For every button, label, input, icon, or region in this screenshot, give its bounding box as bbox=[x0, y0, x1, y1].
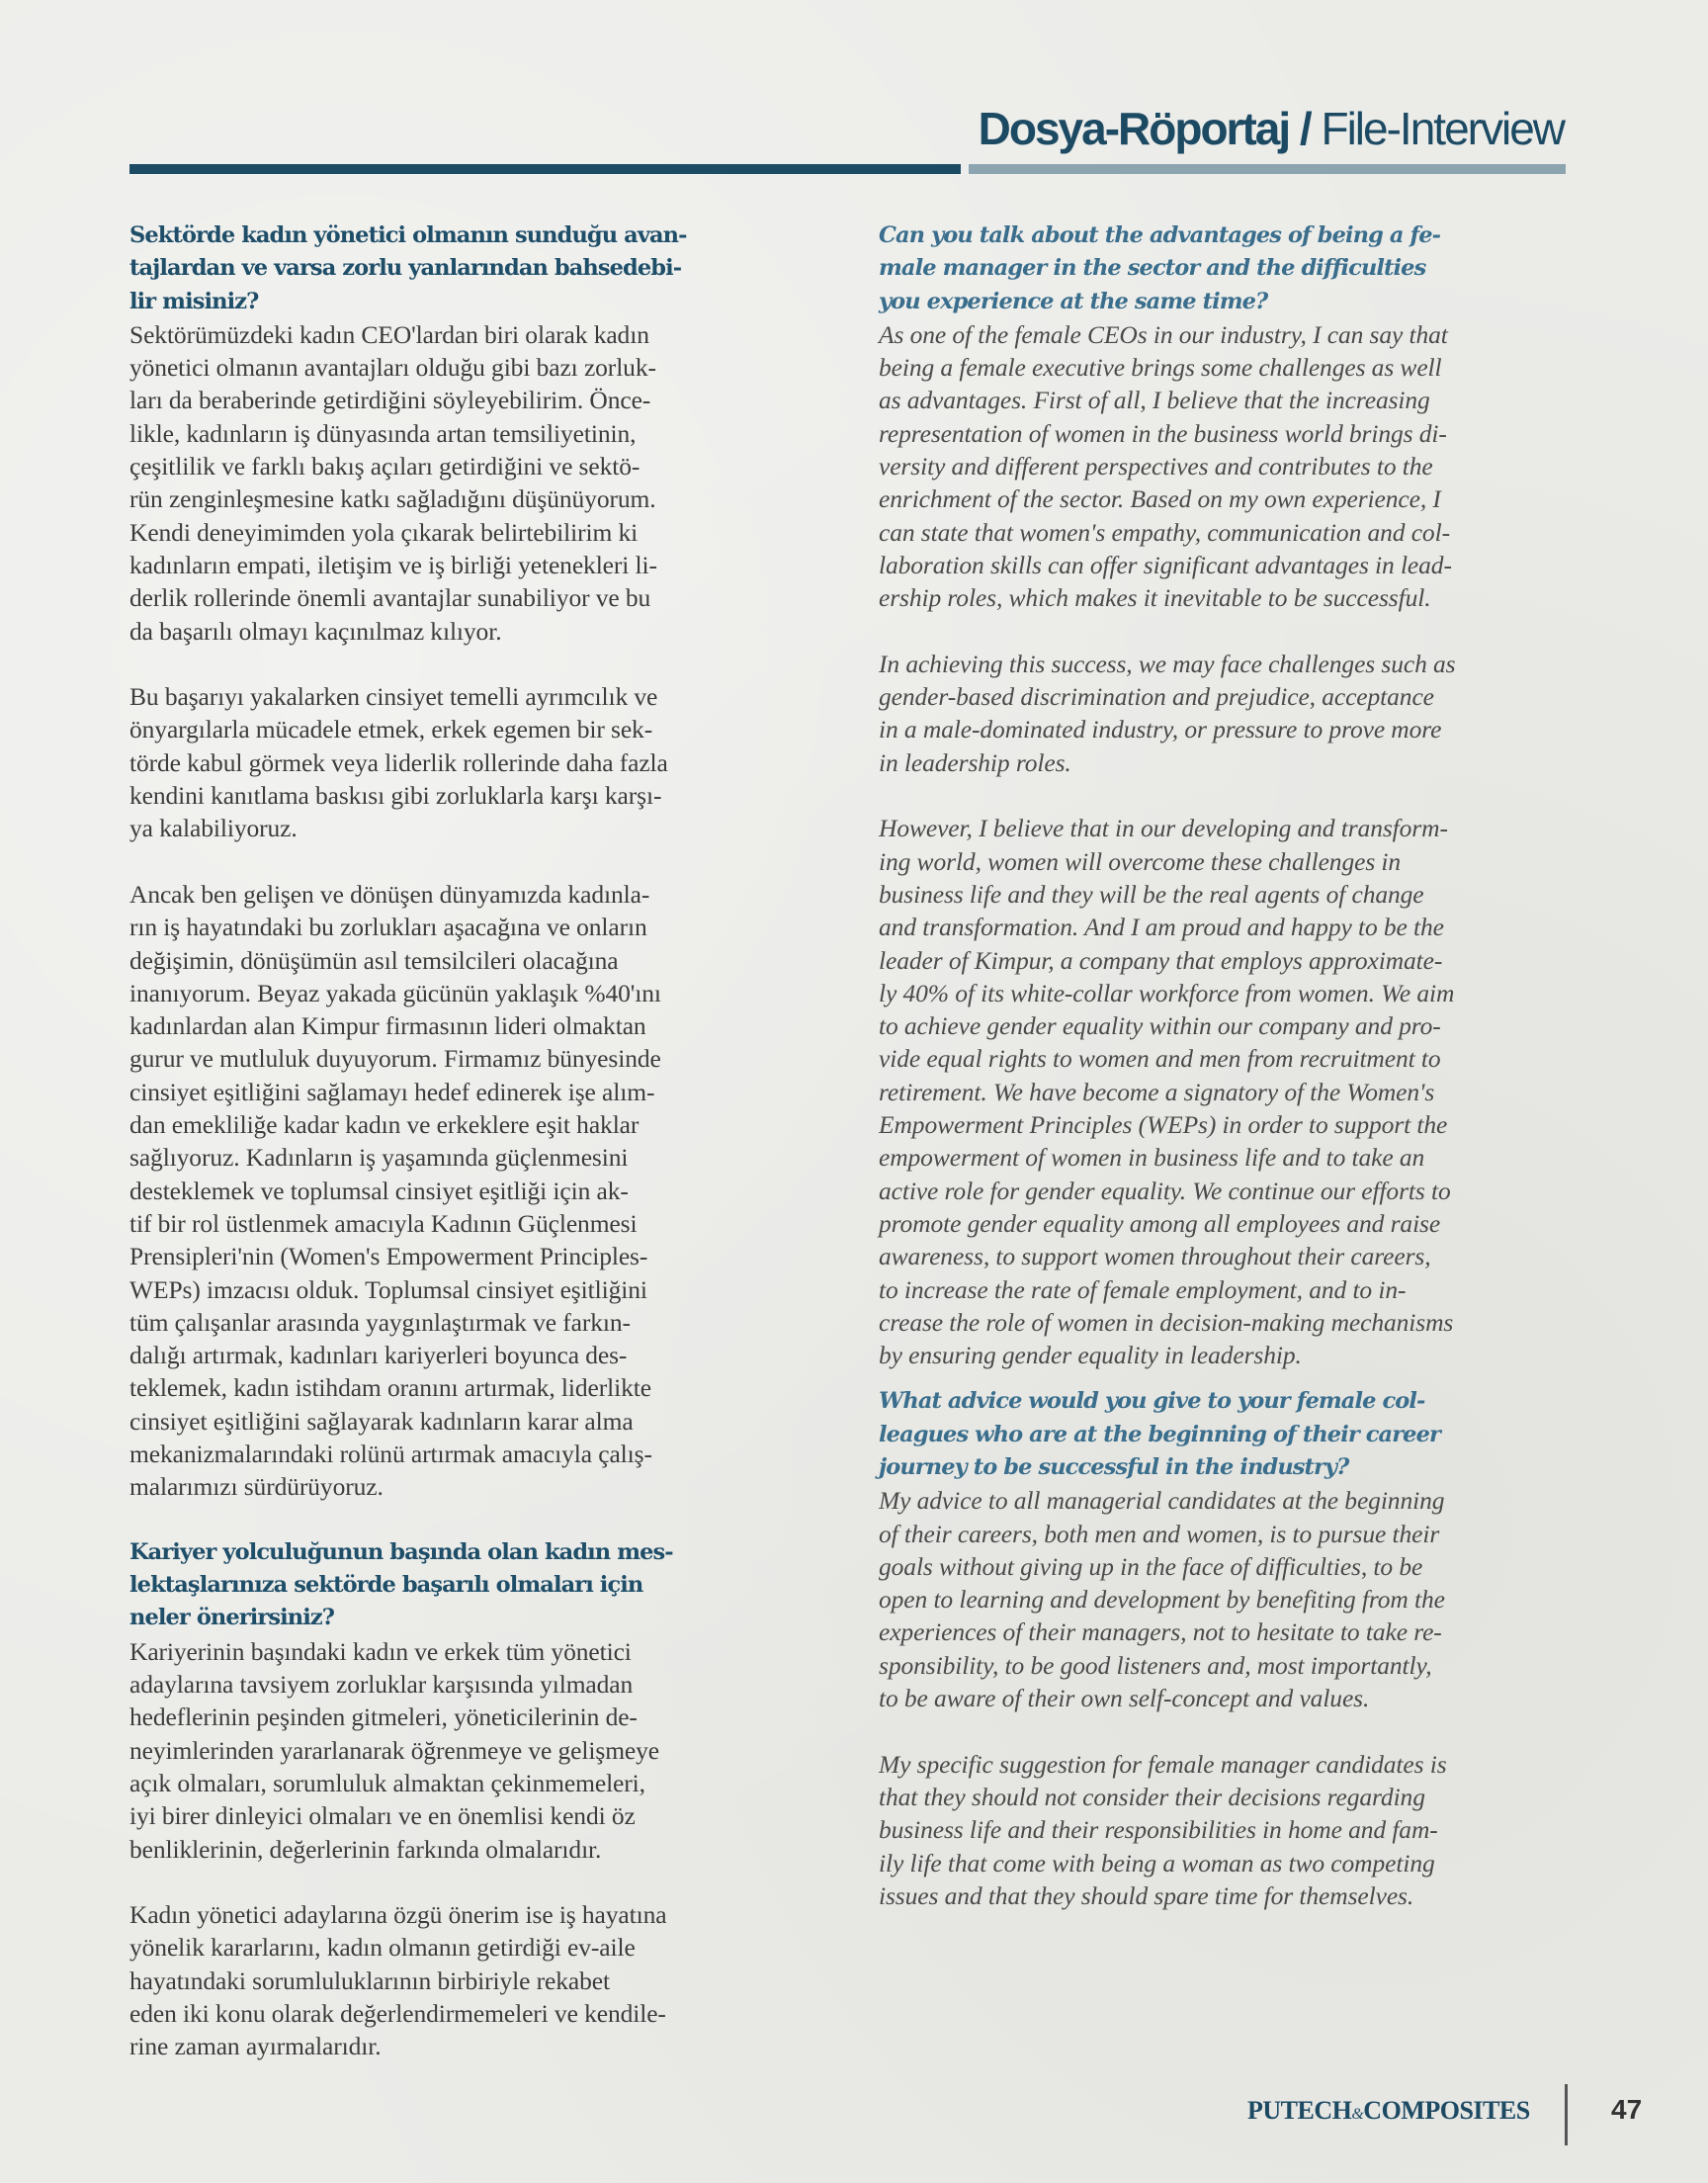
paragraph-gap bbox=[129, 648, 821, 680]
text-line: cinsiyet eşitliğini sağlayarak kadınların karar alma bbox=[129, 1406, 634, 1436]
text-line: to achieve gender equality within our company and pro- bbox=[879, 1011, 1441, 1041]
text-line: However, I believe that in our developing and transform- bbox=[879, 814, 1448, 843]
text-line: dalığı artırmak, kadınları kariyerleri boyunca des- bbox=[129, 1341, 628, 1370]
answer-2-tr-paragraph-2 bbox=[129, 1898, 821, 2062]
magazine-logo-ampersand: & bbox=[1351, 2106, 1364, 2123]
text-line: being a female executive brings some challenges as well bbox=[879, 353, 1442, 383]
text-line: issues and that they should spare time for themselves. bbox=[879, 1880, 1414, 1910]
text-line: rine zaman ayırmalarıdır. bbox=[129, 2032, 382, 2061]
text-line: adaylarına tavsiyem zorluklar karşısında yılmadan bbox=[129, 1670, 634, 1700]
footer-divider bbox=[1565, 2084, 1568, 2145]
text-line: business life and their responsibilities in home and fam- bbox=[879, 1815, 1438, 1845]
text-line: and transformation. And I am proud and happy to be the bbox=[879, 913, 1444, 942]
text-line: experiences of their managers, not to hesitate to take re- bbox=[879, 1617, 1442, 1647]
text-line: lektaşlarınıza sektörde başarılı olmaları için bbox=[129, 1572, 643, 1599]
text-line: iyi birer dinleyici olmaları ve en önemlisi kendi öz bbox=[129, 1801, 636, 1831]
text-line: ly 40% of its white-collar workforce from women. We aim bbox=[879, 978, 1455, 1007]
text-line: inanıyorum. Beyaz yakada gücünün yaklaşık %40'ını bbox=[129, 978, 661, 1007]
magazine-logo-part-1: PUTECH bbox=[1247, 2096, 1352, 2125]
text-line: awareness, to support women throughout their careers, bbox=[879, 1242, 1431, 1271]
text-line: goals without giving up in the face of difficulties, to be bbox=[879, 1551, 1423, 1581]
text-line: hayatındaki sorumluluklarının birbiriyle rekabet bbox=[129, 1965, 610, 1995]
text-line: leagues who are at the beginning of their career bbox=[879, 1421, 1440, 1447]
text-line: çeşitlilik ve farklı bakış açıları getirdiğini ve sektö- bbox=[129, 452, 640, 481]
text-line: Kadın yönetici adaylarına özgü önerim ise iş hayatına bbox=[129, 1900, 667, 1930]
text-line: lir misiniz? bbox=[129, 288, 259, 314]
text-line: empowerment of women in business life and to take an bbox=[879, 1143, 1425, 1173]
header-rule-light bbox=[969, 164, 1566, 174]
text-line: crease the role of women in decision-making mechanisms bbox=[879, 1307, 1454, 1337]
text-line: mekanizmalarındaki rolünü artırmak amacıyla çalış- bbox=[129, 1439, 652, 1468]
text-line: eden iki konu olarak değerlendirmemeleri ve kendile- bbox=[129, 1999, 666, 2029]
text-line: ily life that come with being a woman as two competing bbox=[879, 1848, 1435, 1877]
text-line: My advice to all managerial candidates at the beginning bbox=[879, 1486, 1445, 1516]
magazine-logo-part-2: COMPOSITES bbox=[1363, 2096, 1530, 2125]
magazine-logo bbox=[1247, 2096, 1530, 2126]
text-line: active role for gender equality. We continue our efforts to bbox=[879, 1176, 1451, 1205]
turkish-column bbox=[129, 219, 821, 2063]
text-line: as advantages. First of all, I believe that the increasing bbox=[879, 386, 1430, 415]
text-line: Kendi deneyimimden yola çıkarak belirtebilirim ki bbox=[129, 517, 639, 547]
text-line: representation of women in the business world brings di- bbox=[879, 418, 1447, 448]
paragraph-gap bbox=[129, 845, 821, 878]
text-line: enrichment of the sector. Based on my own experience, I bbox=[879, 484, 1441, 514]
text-line: leader of Kimpur, a company that employs approximate- bbox=[879, 945, 1443, 975]
text-line: da başarılı olmayı kaçınılmaz kılıyor. bbox=[129, 616, 502, 646]
header-rule-dark bbox=[129, 164, 961, 174]
paragraph-gap bbox=[129, 1504, 821, 1536]
text-line: Sektörde kadın yönetici olmanın sunduğu avan- bbox=[129, 222, 687, 248]
text-line: cinsiyet eşitliğini sağlamayı hedef edinerek işe alım- bbox=[129, 1077, 655, 1106]
answer-1-en-paragraph-3 bbox=[879, 812, 1571, 1371]
text-line: In achieving this success, we may face challenges such as bbox=[879, 649, 1456, 678]
text-line: can state that women's empathy, communication and col- bbox=[879, 517, 1450, 547]
paragraph-gap bbox=[879, 1371, 1571, 1385]
question-2-tr bbox=[129, 1536, 821, 1635]
page-number: 47 bbox=[1611, 2094, 1643, 2125]
text-line: neyimlerinden yararlanarak öğrenmeye ve gelişmeye bbox=[129, 1735, 660, 1765]
text-line: Prensipleri'nin (Women's Empowerment Principles- bbox=[129, 1242, 648, 1271]
text-line: teklemek, kadın istihdam oranını artırmak, liderlikte bbox=[129, 1373, 651, 1403]
text-line: versity and different perspectives and contributes to the bbox=[879, 452, 1433, 481]
english-column bbox=[879, 219, 1571, 1912]
paragraph-gap bbox=[129, 1866, 821, 1898]
text-line: benliklerinin, değerlerinin farkında olmalarıdır. bbox=[129, 1834, 602, 1864]
answer-2-en-paragraph-1 bbox=[879, 1484, 1571, 1714]
text-line: Ancak ben gelişen ve dönüşen dünyamızda kadınla- bbox=[129, 879, 650, 909]
text-line: rın iş hayatındaki bu zorlukları aşacağına ve onların bbox=[129, 913, 647, 942]
text-line: ing world, women will overcome these challenges in bbox=[879, 846, 1402, 876]
text-line: kendini kanıtlama baskısı gibi zorluklarla karşı karşı- bbox=[129, 781, 662, 811]
text-line: Kariyerinin başındaki kadın ve erkek tüm yönetici bbox=[129, 1636, 632, 1666]
text-line: yönetici olmanın avantajları olduğu gibi bazı zorluk- bbox=[129, 353, 656, 383]
text-line: that they should not consider their decisions regarding bbox=[879, 1782, 1425, 1811]
text-line: As one of the female CEOs in our industry, I can say that bbox=[879, 319, 1448, 349]
text-line: ları da beraberinde getirdiğini söyleyebilirim. Önce- bbox=[129, 386, 651, 415]
question-1-tr bbox=[129, 219, 821, 318]
text-line: retirement. We have become a signatory of the Women's bbox=[879, 1077, 1435, 1106]
text-line: open to learning and development by benefiting from the bbox=[879, 1585, 1445, 1615]
paragraph-gap bbox=[879, 1714, 1571, 1747]
text-line: tajlardan ve varsa zorlu yanlarından bahsedebi- bbox=[129, 255, 682, 282]
answer-1-en-paragraph-2 bbox=[879, 648, 1571, 779]
text-line: kadınlardan alan Kimpur firmasının lideri olmaktan bbox=[129, 1011, 646, 1041]
text-line: WEPs) imzacısı olduk. Toplumsal cinsiyet eşitliğini bbox=[129, 1274, 647, 1304]
section-title bbox=[979, 99, 1564, 158]
paragraph-gap bbox=[879, 615, 1571, 648]
text-line: malarımızı sürdürüyoruz. bbox=[129, 1472, 384, 1502]
text-line: dan emekliliğe kadar kadın ve erkeklere eşit haklar bbox=[129, 1110, 640, 1140]
text-line: kadınların empati, iletişim ve iş birliği yetenekleri li- bbox=[129, 550, 657, 579]
text-line: What advice would you give to your female col- bbox=[879, 1388, 1425, 1415]
text-line: you experience at the same time? bbox=[879, 288, 1268, 314]
text-line: to be aware of their own self-concept and values. bbox=[879, 1684, 1370, 1713]
section-title-turkish: Dosya-Röportaj / bbox=[978, 103, 1311, 154]
text-line: male manager in the sector and the difficulties bbox=[879, 255, 1426, 282]
text-line: önyargılarla mücadele etmek, erkek egemen bir sek- bbox=[129, 715, 653, 744]
text-line: My specific suggestion for female manager candidates is bbox=[879, 1749, 1447, 1779]
text-line: Bu başarıyı yakalarken cinsiyet temelli ayrımcılık ve bbox=[129, 682, 658, 712]
text-line: journey to be successful in the industry? bbox=[879, 1453, 1349, 1480]
text-line: business life and they will be the real agents of change bbox=[879, 879, 1424, 909]
text-line: ership roles, which makes it inevitable to be successful. bbox=[879, 583, 1431, 613]
text-line: gender-based discrimination and prejudice, acceptance bbox=[879, 682, 1434, 712]
text-line: of their careers, both men and women, is to pursue their bbox=[879, 1519, 1440, 1548]
question-2-en bbox=[879, 1385, 1571, 1484]
text-line: derlik rollerinde önemli avantajlar sunabiliyor ve bu bbox=[129, 583, 651, 613]
text-line: in a male-dominated industry, or pressure to prove more bbox=[879, 715, 1442, 744]
text-line: Can you talk about the advantages of being a fe- bbox=[879, 222, 1441, 248]
paragraph-gap bbox=[879, 779, 1571, 812]
text-line: hedeflerinin peşinden gitmeleri, yöneticilerinin de- bbox=[129, 1703, 638, 1732]
answer-2-tr-paragraph-1 bbox=[129, 1635, 821, 1866]
text-line: değişimin, dönüşümün asıl temsilcileri olacağına bbox=[129, 945, 619, 975]
text-line: Kariyer yolculuğunun başında olan kadın mes- bbox=[129, 1538, 673, 1565]
text-line: sağlıyoruz. Kadınların iş yaşamında güçlenmesini bbox=[129, 1143, 629, 1173]
answer-2-en-paragraph-2 bbox=[879, 1748, 1571, 1912]
text-line: Sektörümüzdeki kadın CEO'lardan biri olarak kadın bbox=[129, 319, 649, 349]
text-line: sponsibility, to be good listeners and, most importantly, bbox=[879, 1650, 1432, 1680]
answer-1-tr-paragraph-1 bbox=[129, 318, 821, 648]
text-line: rün zenginleşmesine katkı sağladığını düşünüyorum. bbox=[129, 484, 656, 514]
text-line: in leadership roles. bbox=[879, 747, 1071, 777]
text-line: likle, kadınların iş dünyasında artan temsiliyetinin, bbox=[129, 418, 637, 448]
text-line: to increase the rate of female employment, and to in- bbox=[879, 1274, 1407, 1304]
text-line: desteklemek ve toplumsal cinsiyet eşitliği için ak- bbox=[129, 1176, 629, 1205]
text-line: vide equal rights to women and men from recruitment to bbox=[879, 1044, 1441, 1074]
text-line: tüm çalışanlar arasında yaygınlaştırmak ve farkın- bbox=[129, 1307, 631, 1337]
section-title-english: File-Interview bbox=[1310, 103, 1564, 154]
question-1-en bbox=[879, 219, 1571, 318]
text-line: açık olmaları, sorumluluk almaktan çekinmemeleri, bbox=[129, 1768, 645, 1797]
answer-1-tr-paragraph-2 bbox=[129, 680, 821, 844]
text-line: gurur ve mutluluk duyuyorum. Firmamız bünyesinde bbox=[129, 1044, 661, 1074]
text-line: laboration skills can offer significant advantages in lead- bbox=[879, 550, 1452, 579]
text-line: promote gender equality among all employees and raise bbox=[879, 1208, 1441, 1238]
answer-1-tr-paragraph-3 bbox=[129, 878, 821, 1504]
text-line: törde kabul görmek veya liderlik rollerinde daha fazla bbox=[129, 747, 668, 777]
text-line: neler önerirsiniz? bbox=[129, 1605, 335, 1631]
text-line: Empowerment Principles (WEPs) in order to support the bbox=[879, 1110, 1448, 1140]
text-line: ya kalabiliyoruz. bbox=[129, 814, 298, 843]
text-line: by ensuring gender equality in leadership. bbox=[879, 1341, 1302, 1370]
text-line: tif bir rol üstlenmek amacıyla Kadının Güçlenmesi bbox=[129, 1208, 638, 1238]
text-line: yönelik kararlarını, kadın olmanın getirdiği ev-aile bbox=[129, 1933, 636, 1963]
answer-1-en-paragraph-1 bbox=[879, 318, 1571, 615]
